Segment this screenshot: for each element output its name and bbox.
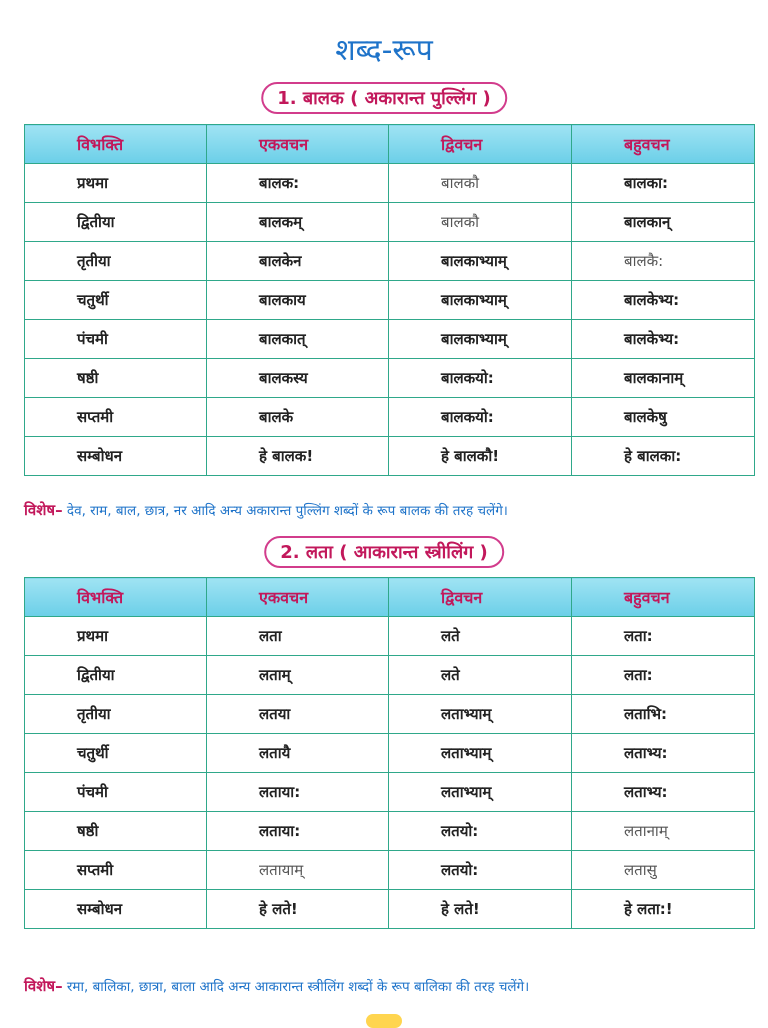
- table-cell: लतायाम्: [207, 851, 389, 890]
- table-cell: बालकाभ्याम्: [389, 320, 572, 359]
- note-text: देव, राम, बाल, छात्र, नर आदि अन्य अकारान्त पुल्लिंग शब्दों के रूप बालक की तरह चलेंगे।: [62, 503, 508, 519]
- table-cell: बालकस्य: [207, 359, 389, 398]
- table-row: [25, 242, 755, 281]
- column-header-vibhakti: विभक्ति: [25, 125, 207, 164]
- table-row: [25, 773, 755, 812]
- table-row: [25, 695, 755, 734]
- table-cell: लताम्: [207, 656, 389, 695]
- table-row: [25, 359, 755, 398]
- table-cell: हे बालका:: [572, 437, 755, 476]
- page-title: शब्द-रूप: [335, 33, 433, 68]
- table-row: [25, 164, 755, 203]
- table-row: [25, 203, 755, 242]
- table-cell: लते: [389, 656, 572, 695]
- table-cell: षष्ठी: [25, 812, 207, 851]
- table-row: [25, 890, 755, 929]
- table-cell: बालकानाम्: [572, 359, 755, 398]
- table-cell: बालकम्: [207, 203, 389, 242]
- table-cell: तृतीया: [25, 695, 207, 734]
- table-cell: लता:: [572, 656, 755, 695]
- table-cell: बालकेन: [207, 242, 389, 281]
- table-row: [25, 851, 755, 890]
- table-cell: बालकान्: [572, 203, 755, 242]
- table-cell: लतयो:: [389, 812, 572, 851]
- table-cell: हे लते!: [207, 890, 389, 929]
- table-cell: लतानाम्: [572, 812, 755, 851]
- table-cell: चतुर्थी: [25, 734, 207, 773]
- declension-table-balak: [24, 124, 755, 476]
- table-cell: बालका:: [572, 164, 755, 203]
- note-label: विशेष–: [24, 501, 63, 519]
- table-cell: बालकै:: [572, 242, 755, 281]
- table-cell: बालकौ: [389, 203, 572, 242]
- section-heading-balak: 1. बालक ( अकारान्त पुल्लिंग ): [261, 82, 507, 114]
- table-cell: बालकेभ्य:: [572, 281, 755, 320]
- table-row: [25, 320, 755, 359]
- table-cell: बालकाभ्याम्: [389, 281, 572, 320]
- table-row: [25, 281, 755, 320]
- table-cell: लता: [207, 617, 389, 656]
- table-cell: द्वितीया: [25, 203, 207, 242]
- table-cell: बालकेभ्य:: [572, 320, 755, 359]
- table-row: [25, 437, 755, 476]
- table-header-row: [25, 125, 755, 164]
- table-cell: बालकयो:: [389, 359, 572, 398]
- table-cell: द्वितीया: [25, 656, 207, 695]
- table-cell: लताया:: [207, 773, 389, 812]
- table-cell: बालकेषु: [572, 398, 755, 437]
- table-cell: सप्तमी: [25, 851, 207, 890]
- table-cell: लताभ्याम्: [389, 773, 572, 812]
- table-cell: बालकाय: [207, 281, 389, 320]
- table-cell: लता:: [572, 617, 755, 656]
- table-cell: लतायै: [207, 734, 389, 773]
- table-cell: हे बालक!: [207, 437, 389, 476]
- table-cell: बालक:: [207, 164, 389, 203]
- table-cell: हे लता:!: [572, 890, 755, 929]
- table-cell: लते: [389, 617, 572, 656]
- table-cell: तृतीया: [25, 242, 207, 281]
- table-cell: बालकाभ्याम्: [389, 242, 572, 281]
- column-header-vibhakti: विभक्ति: [25, 578, 207, 617]
- column-header-bahuvachan: बहुवचन: [572, 578, 755, 617]
- table-cell: बालके: [207, 398, 389, 437]
- table-row: [25, 734, 755, 773]
- column-header-dvivachan: द्विवचन: [389, 578, 572, 617]
- note-balak: [24, 500, 754, 520]
- note-text: रमा, बालिका, छात्रा, बाला आदि अन्य आकारान्त स्त्रीलिंग शब्दों के रूप बालिका की तरह चलेंगे।: [62, 979, 530, 995]
- table-cell: हे लते!: [389, 890, 572, 929]
- table-cell: प्रथमा: [25, 617, 207, 656]
- note-lata: [24, 976, 754, 996]
- table-cell: हे बालकौ!: [389, 437, 572, 476]
- table-cell: लतासु: [572, 851, 755, 890]
- declension-table-lata: [24, 577, 755, 929]
- table-row: [25, 812, 755, 851]
- page-number-badge: [366, 1014, 402, 1028]
- column-header-dvivachan: द्विवचन: [389, 125, 572, 164]
- table-cell: लताभ्याम्: [389, 734, 572, 773]
- column-header-bahuvachan: बहुवचन: [572, 125, 755, 164]
- section-heading-lata: 2. लता ( आकारान्त स्त्रीलिंग ): [264, 536, 504, 568]
- table-cell: चतुर्थी: [25, 281, 207, 320]
- table-cell: सप्तमी: [25, 398, 207, 437]
- table-cell: लताया:: [207, 812, 389, 851]
- table-row: [25, 656, 755, 695]
- table-cell: बालकयो:: [389, 398, 572, 437]
- column-header-ekavachan: एकवचन: [207, 125, 389, 164]
- table-cell: सम्बोधन: [25, 437, 207, 476]
- table-cell: पंचमी: [25, 320, 207, 359]
- table-cell: लतया: [207, 695, 389, 734]
- table-cell: लताभ्याम्: [389, 695, 572, 734]
- table-cell: लतयो:: [389, 851, 572, 890]
- table-cell: बालकौ: [389, 164, 572, 203]
- table-cell: पंचमी: [25, 773, 207, 812]
- table-cell: सम्बोधन: [25, 890, 207, 929]
- column-header-ekavachan: एकवचन: [207, 578, 389, 617]
- table-cell: बालकात्: [207, 320, 389, 359]
- table-header-row: [25, 578, 755, 617]
- table-cell: लताभि:: [572, 695, 755, 734]
- table-row: [25, 398, 755, 437]
- table-cell: लताभ्य:: [572, 734, 755, 773]
- table-cell: लताभ्य:: [572, 773, 755, 812]
- table-row: [25, 617, 755, 656]
- table-cell: षष्ठी: [25, 359, 207, 398]
- table-cell: प्रथमा: [25, 164, 207, 203]
- note-label: विशेष–: [24, 977, 63, 995]
